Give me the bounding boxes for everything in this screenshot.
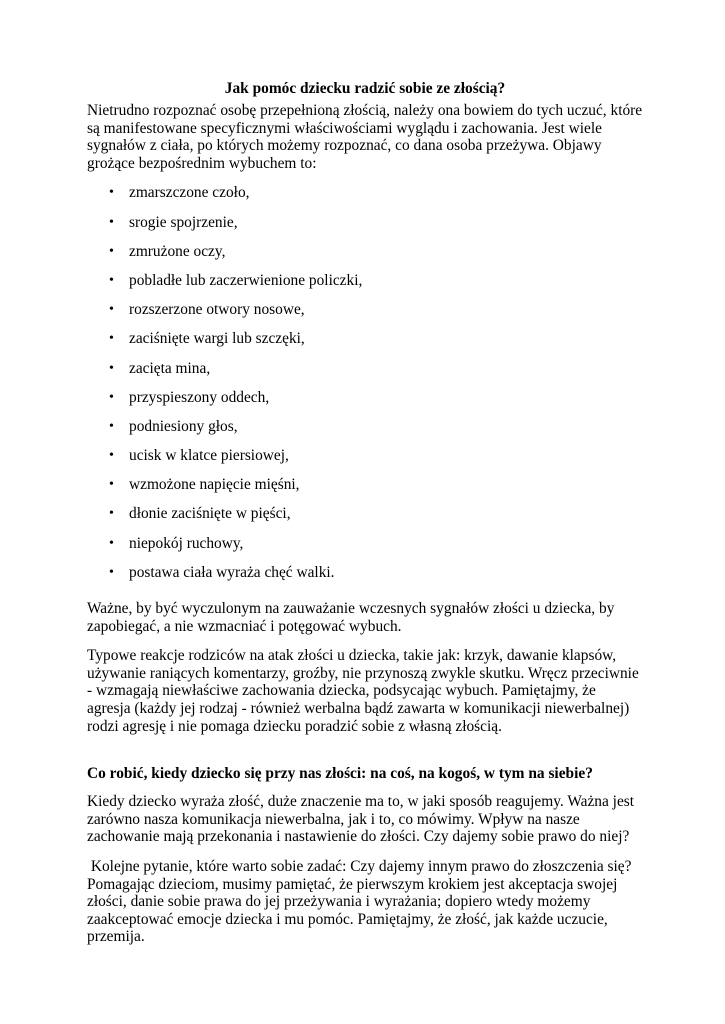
list-item-text: postawa ciała wyraża chęć walki. — [129, 563, 335, 581]
bullet-icon: • — [109, 360, 114, 376]
list-item — [87, 360, 643, 389]
symptoms-list — [87, 184, 643, 593]
next-question-paragraph: Kolejne pytanie, które warto sobie zadać: Czy dajemy innym prawo do złoszczenia się? Pomagając dzieciom, musimy pamiętać, że pierwszym krokiem jest akceptacja swojej złości, danie sobie prawa do jej przeżywania i wyrażania; dopiero wtedy możemy zaakceptować emocje dziecka i mu pomóc. Pamiętajmy, że złość, jak każde uczucie, przemija. — [87, 857, 636, 946]
bullet-icon: • — [109, 331, 114, 347]
list-item — [87, 447, 643, 476]
bullet-icon: • — [109, 243, 114, 259]
intro-paragraph: Nietrudno rozpoznać osobę przepełnioną złością, należy ona bowiem do tych uczuć, które są manifestowane specyficznymi właściwościami wyglądu i zachowania. Jest wiele sygnałów z ciała, po których możemy rozpoznać, co dana osoba przeżywa. Objawy grożące bezpośrednim wybuchem to: — [87, 102, 643, 172]
bullet-icon: • — [109, 389, 114, 405]
bullet-icon: • — [109, 272, 114, 288]
list-item-text: podniesiony głos, — [129, 417, 238, 435]
list-item-text: niepokój ruchowy, — [129, 534, 244, 552]
list-item — [87, 476, 643, 505]
list-item-text: srogie spojrzenie, — [129, 213, 238, 231]
list-item — [87, 184, 643, 213]
bullet-icon: • — [109, 564, 114, 580]
bullet-icon: • — [109, 477, 114, 493]
bullet-icon: • — [109, 302, 114, 318]
bullet-icon: • — [109, 185, 114, 201]
bullet-icon: • — [109, 506, 114, 522]
reactions-paragraph: Typowe reakcje rodziców na atak złości u dziecka, takie jak: krzyk, dawanie klapsów, używanie raniących komentarzy, groźby, nie przynoszą zwykle skutku. Wręcz przeciwnie - wzmagają niewłaściwe zachowania dziecka, podsycając wybuch. Pamiętajmy, że agresja (każdy jej rodzaj - również werbalna bądź zawarta w komunikacji niewerbalnej) rodzi agresję i nie pomaga dziecku poradzić sobie z własną złością. — [87, 647, 639, 735]
list-item-text: pobladłe lub zaczerwienione policzki, — [129, 271, 363, 289]
list-item — [87, 418, 643, 447]
list-item — [87, 243, 643, 272]
list-item-text: wzmożone napięcie mięśni, — [129, 476, 300, 494]
list-item — [87, 272, 643, 301]
list-item — [87, 301, 643, 330]
list-item — [87, 330, 643, 359]
document-body — [87, 80, 643, 946]
list-item-text: zaciśnięte wargi lub szczęki, — [129, 330, 305, 348]
list-item — [87, 535, 643, 564]
section-heading: Co robić, kiedy dziecko się przy nas złości: na coś, na kogoś, w tym na siebie? — [87, 765, 593, 783]
bullet-icon: • — [109, 418, 114, 434]
document-title: Jak pomóc dziecku radzić sobie ze złością? — [224, 80, 506, 97]
list-item — [87, 505, 643, 534]
list-item-text: zmrużone oczy, — [129, 242, 226, 260]
list-item-text: przyspieszony oddech, — [129, 388, 270, 406]
list-item — [87, 214, 643, 243]
list-item-text: dłonie zaciśnięte w pięści, — [129, 505, 291, 523]
list-item-text: rozszerzone otwory nosowe, — [129, 301, 305, 319]
bullet-icon: • — [109, 214, 114, 230]
bullet-icon: • — [109, 535, 114, 551]
reaction-style-paragraph: Kiedy dziecko wyraża złość, duże znaczenie ma to, w jaki sposób reagujemy. Ważna jest zarówno nasza komunikacja niewerbalna, jak i to, co mówimy. Wpływ na nasze zachowanie mają przekonania i nastawienie do złości. Czy dajemy sobie prawo do niej? — [87, 793, 635, 846]
list-item — [87, 389, 643, 418]
bullet-icon: • — [109, 448, 114, 464]
list-item-text: zacięta mina, — [129, 359, 211, 377]
list-item-text: ucisk w klatce piersiowej, — [129, 447, 289, 465]
important-paragraph: Ważne, by być wyczulonym na zauważanie wczesnych sygnałów złości u dziecka, by zapobiegać, a nie wzmacniać i potęgować wybuch. — [87, 600, 615, 635]
list-item — [87, 564, 643, 593]
list-item-text: zmarszczone czoło, — [129, 184, 250, 202]
